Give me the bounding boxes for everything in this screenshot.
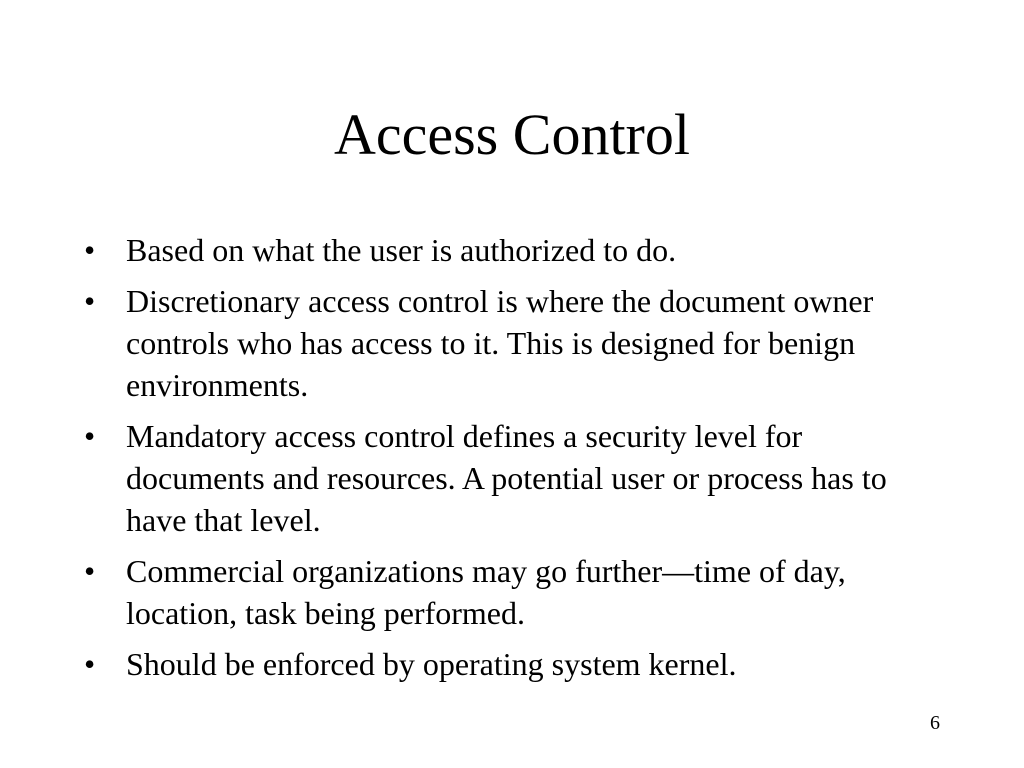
page-number: 6 (930, 712, 940, 734)
bullet-icon: • (84, 418, 96, 454)
bullet-text: Should be enforced by operating system kernel. (126, 646, 737, 682)
bullet-text: Discretionary access control is where the document owner controls who has access to it. This is designed for benign environments. (126, 283, 874, 403)
bullet-icon: • (84, 283, 96, 319)
bullet-icon: • (84, 232, 96, 268)
bullet-item (84, 415, 944, 541)
bullet-icon: • (84, 553, 96, 589)
bullet-icon: • (84, 646, 96, 682)
slide-title: Access Control (334, 102, 690, 167)
bullet-list (84, 229, 944, 694)
bullet-item (84, 229, 944, 271)
bullet-item (84, 280, 944, 406)
bullet-text: Mandatory access control defines a security level for documents and resources. A potential user or process has to have that level. (126, 418, 887, 538)
bullet-text: Based on what the user is authorized to do. (126, 232, 677, 268)
bullet-item (84, 550, 944, 634)
bullet-text: Commercial organizations may go further—time of day, location, task being performed. (126, 553, 846, 631)
bullet-item (84, 643, 944, 685)
